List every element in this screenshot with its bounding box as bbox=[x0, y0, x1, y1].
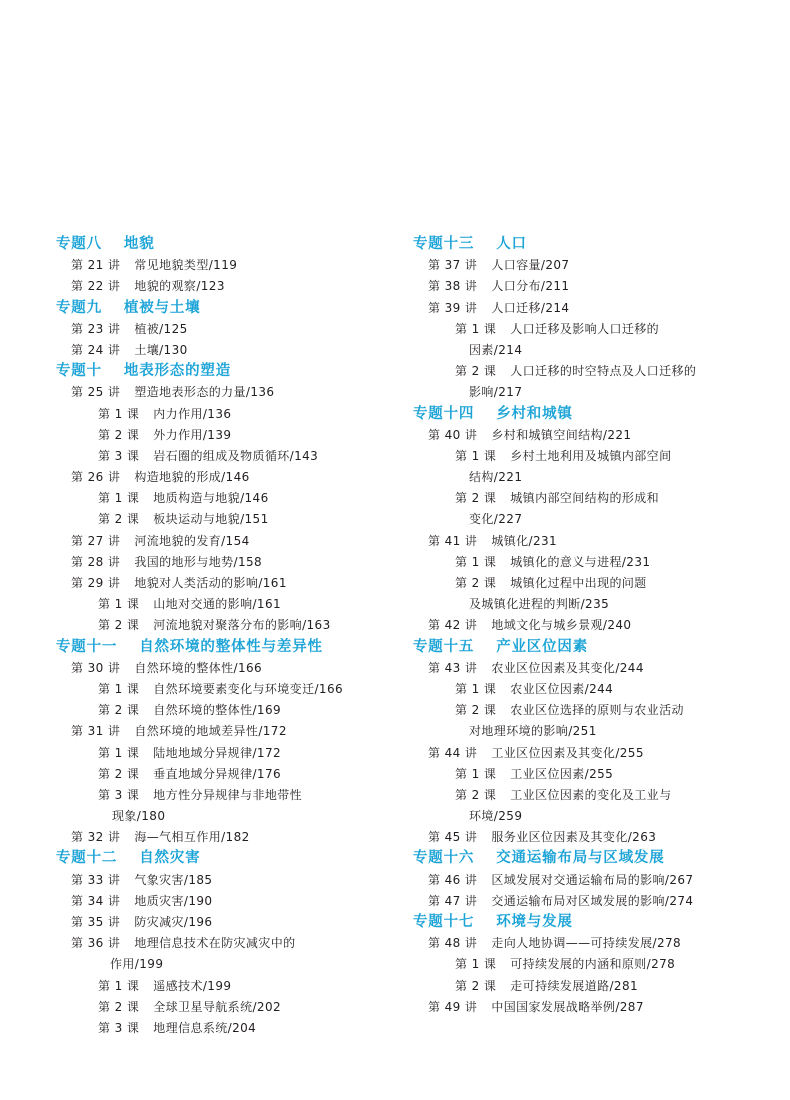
toc-entry-title: 人口 bbox=[496, 236, 527, 252]
toc-entry-title: 影响/217 bbox=[469, 385, 523, 400]
toc-entry-title: 人口迁移的时空特点及人口迁移的 bbox=[510, 364, 697, 379]
toc-entry-title: 植被与土壤 bbox=[123, 299, 201, 316]
toc-lecture-line bbox=[56, 382, 396, 403]
toc-entry-number: 第 40 讲 bbox=[428, 427, 478, 442]
toc-entry-number: 专题十五 bbox=[413, 638, 475, 655]
toc-entry-title: 构造地貌的形成/146 bbox=[134, 470, 250, 485]
toc-topic-line bbox=[413, 404, 753, 425]
toc-entry-title: 因素/214 bbox=[469, 342, 523, 357]
toc-lesson-line bbox=[413, 361, 753, 382]
toc-lesson-line bbox=[56, 976, 396, 997]
toc-entry-title: 我国的地形与地势/158 bbox=[134, 554, 263, 569]
toc-entry-title: 现象/180 bbox=[112, 809, 166, 824]
toc-entry-title: 自然环境要素变化与环境变迁/166 bbox=[153, 681, 344, 696]
toc-lecture-line bbox=[413, 743, 753, 764]
toc-entry-number: 第 3 课 bbox=[98, 448, 140, 463]
toc-entry-number: 第 1 课 bbox=[455, 448, 497, 463]
toc-entry-number: 第 48 讲 bbox=[428, 936, 478, 951]
toc-entry-number: 第 1 课 bbox=[98, 745, 140, 760]
toc-lecture-line bbox=[56, 276, 396, 297]
toc-entry-number: 第 35 讲 bbox=[71, 915, 121, 929]
toc-entry-title: 板块运动与地貌/151 bbox=[153, 512, 269, 527]
toc-lesson-line bbox=[413, 488, 753, 509]
toc-entry-number: 第 2 课 bbox=[455, 364, 497, 379]
toc-entry-title: 可持续发展的内涵和原则/278 bbox=[510, 957, 676, 972]
toc-lecture-line bbox=[413, 425, 753, 446]
toc-cont-lesson-line bbox=[413, 509, 753, 530]
toc-entry-title: 地质构造与地貌/146 bbox=[153, 491, 269, 506]
toc-lecture-line bbox=[56, 319, 396, 340]
toc-lesson-line bbox=[413, 954, 753, 975]
toc-cont-lecture-line bbox=[56, 954, 396, 975]
toc-entry-number: 第 36 讲 bbox=[71, 936, 121, 951]
toc-entry-number: 第 3 课 bbox=[98, 1020, 140, 1035]
toc-column-right bbox=[413, 234, 753, 1018]
toc-lesson-line bbox=[56, 764, 396, 785]
toc-topic-line bbox=[413, 234, 753, 255]
toc-lecture-line bbox=[56, 891, 396, 912]
toc-entry-number: 第 42 讲 bbox=[428, 618, 478, 633]
toc-entry-title: 塑造地表形态的力量/136 bbox=[134, 385, 275, 400]
toc-entry-title: 服务业区位因素及其变化/263 bbox=[491, 830, 657, 845]
toc-entry-title: 地貌的观察/123 bbox=[134, 279, 225, 294]
toc-entry-number: 第 2 课 bbox=[98, 766, 140, 781]
toc-entry-title: 自然环境的整体性与差异性 bbox=[139, 638, 323, 655]
toc-lesson-line bbox=[413, 764, 753, 785]
toc-lecture-line bbox=[56, 658, 396, 679]
toc-entry-number: 第 43 讲 bbox=[428, 660, 478, 675]
toc-entry-title: 城镇内部空间结构的形成和 bbox=[510, 491, 660, 506]
toc-entry-number: 第 25 讲 bbox=[71, 385, 121, 400]
toc-topic-line bbox=[413, 848, 753, 869]
toc-entry-title: 海—气相互作用/182 bbox=[134, 830, 250, 845]
toc-entry-title: 土壤/130 bbox=[134, 342, 188, 357]
toc-entry-title: 农业区位因素及其变化/244 bbox=[491, 660, 644, 675]
toc-entry-number: 专题十六 bbox=[413, 850, 475, 867]
toc-entry-title: 交通运输布局对区域发展的影响/274 bbox=[491, 893, 694, 908]
toc-entry-number: 第 2 课 bbox=[455, 787, 497, 802]
toc-lecture-line bbox=[413, 933, 753, 954]
toc-entry-number: 第 1 课 bbox=[455, 766, 497, 781]
toc-lecture-line bbox=[56, 933, 396, 954]
toc-entry-title: 人口迁移及影响人口迁移的 bbox=[510, 321, 660, 336]
toc-lecture-line bbox=[413, 531, 753, 552]
toc-entry-title: 农业区位选择的原则与农业活动 bbox=[510, 703, 684, 718]
toc-entry-title: 地貌对人类活动的影响/161 bbox=[134, 576, 287, 590]
toc-topic-line bbox=[56, 637, 396, 658]
toc-entry-number: 第 47 讲 bbox=[428, 893, 478, 908]
toc-entry-title: 地理信息系统/204 bbox=[153, 1020, 257, 1035]
toc-lecture-line bbox=[56, 340, 396, 361]
toc-entry-number: 第 2 课 bbox=[455, 491, 497, 506]
toc-lecture-line bbox=[413, 298, 753, 319]
toc-entry-title: 人口容量/207 bbox=[491, 258, 570, 273]
toc-lecture-line bbox=[413, 997, 753, 1018]
toc-entry-title: 人口分布/211 bbox=[491, 279, 570, 294]
toc-cont-lesson-line bbox=[56, 806, 396, 827]
toc-lesson-line bbox=[413, 319, 753, 340]
toc-lecture-line bbox=[413, 658, 753, 679]
toc-entry-title: 产业区位因素 bbox=[496, 638, 589, 655]
toc-entry-title: 外力作用/139 bbox=[153, 427, 232, 442]
toc-entry-title: 地貌 bbox=[123, 236, 155, 252]
toc-lecture-line bbox=[413, 827, 753, 848]
toc-lecture-line bbox=[56, 467, 396, 488]
toc-lesson-line bbox=[56, 743, 396, 764]
toc-entry-title: 人口迁移/214 bbox=[491, 300, 570, 315]
toc-entry-number: 第 31 讲 bbox=[71, 724, 121, 739]
toc-lesson-line bbox=[413, 785, 753, 806]
toc-entry-title: 乡村土地利用及城镇内部空间 bbox=[510, 448, 672, 463]
toc-entry-title: 城镇化/231 bbox=[491, 533, 558, 548]
toc-entry-number: 第 26 讲 bbox=[71, 470, 121, 485]
toc-entry-number: 第 34 讲 bbox=[71, 893, 121, 908]
toc-entry-title: 中国国家发展战略举例/287 bbox=[491, 999, 644, 1014]
toc-entry-number: 第 22 讲 bbox=[71, 279, 121, 294]
toc-entry-number: 第 1 课 bbox=[98, 978, 140, 993]
toc-entry-number: 专题十 bbox=[56, 363, 102, 380]
toc-lesson-line bbox=[413, 976, 753, 997]
toc-entry-number: 第 2 课 bbox=[455, 703, 497, 718]
toc-entry-title: 走可持续发展道路/281 bbox=[510, 978, 639, 993]
toc-cont-lesson-line bbox=[413, 806, 753, 827]
toc-entry-number: 第 27 讲 bbox=[71, 533, 121, 548]
toc-lesson-line bbox=[56, 446, 396, 467]
toc-entry-title: 城镇化过程中出现的问题 bbox=[510, 576, 647, 590]
toc-entry-number: 第 2 课 bbox=[98, 427, 140, 442]
toc-topic-line bbox=[413, 912, 753, 933]
toc-entry-title: 环境与发展 bbox=[496, 914, 573, 930]
toc-entry-title: 乡村和城镇空间结构/221 bbox=[491, 427, 632, 442]
toc-entry-title: 自然灾害 bbox=[139, 850, 201, 867]
toc-lesson-line bbox=[56, 679, 396, 700]
toc-entry-title: 内力作用/136 bbox=[153, 406, 232, 421]
toc-lecture-line bbox=[413, 276, 753, 297]
toc-entry-number: 第 45 讲 bbox=[428, 830, 478, 845]
toc-entry-title: 结构/221 bbox=[469, 470, 523, 485]
toc-lecture-line bbox=[56, 573, 396, 594]
toc-entry-title: 地质灾害/190 bbox=[134, 893, 213, 908]
toc-entry-title: 及城镇化进程的判断/235 bbox=[469, 597, 610, 612]
toc-entry-number: 第 2 课 bbox=[98, 703, 140, 718]
toc-entry-title: 气象灾害/185 bbox=[134, 872, 213, 887]
toc-entry-number: 第 28 讲 bbox=[71, 554, 121, 569]
toc-entry-title: 环境/259 bbox=[469, 809, 523, 824]
toc-entry-title: 植被/125 bbox=[134, 321, 188, 336]
toc-lesson-line bbox=[413, 573, 753, 594]
toc-topic-line bbox=[56, 234, 396, 255]
toc-lecture-line bbox=[413, 891, 753, 912]
toc-lesson-line bbox=[56, 594, 396, 615]
toc-topic-line bbox=[56, 361, 396, 382]
toc-lecture-line bbox=[413, 870, 753, 891]
toc-entry-number: 第 49 讲 bbox=[428, 999, 478, 1014]
toc-lecture-line bbox=[56, 721, 396, 742]
toc-entry-number: 专题十二 bbox=[56, 850, 118, 867]
toc-lecture-line bbox=[56, 827, 396, 848]
toc-entry-title: 全球卫星导航系统/202 bbox=[153, 999, 282, 1014]
toc-entry-number: 第 2 课 bbox=[98, 512, 140, 527]
toc-cont-lesson-line bbox=[413, 594, 753, 615]
toc-entry-title: 农业区位因素/244 bbox=[510, 681, 614, 696]
toc-lesson-line bbox=[413, 446, 753, 467]
toc-entry-title: 自然环境的地域差异性/172 bbox=[134, 724, 287, 739]
toc-entry-number: 专题九 bbox=[56, 299, 102, 316]
toc-lesson-line bbox=[56, 404, 396, 425]
toc-lesson-line bbox=[413, 679, 753, 700]
toc-entry-title: 交通运输布局与区域发展 bbox=[496, 850, 665, 867]
toc-entry-title: 地表形态的塑造 bbox=[123, 363, 232, 380]
toc-entry-number: 第 24 讲 bbox=[71, 342, 121, 357]
toc-lesson-line bbox=[56, 615, 396, 636]
toc-lesson-line bbox=[56, 785, 396, 806]
toc-entry-number: 第 1 课 bbox=[455, 957, 497, 972]
toc-entry-title: 河流地貌对聚落分布的影响/163 bbox=[153, 618, 331, 633]
toc-entry-number: 专题十七 bbox=[413, 914, 475, 930]
toc-entry-number: 第 2 课 bbox=[455, 576, 497, 590]
toc-entry-title: 地方性分异规律与非地带性 bbox=[153, 787, 303, 802]
toc-entry-title: 自然环境的整体性/166 bbox=[134, 660, 263, 675]
toc-lesson-line bbox=[56, 1018, 396, 1039]
toc-entry-number: 第 29 讲 bbox=[71, 576, 121, 590]
toc-entry-number: 专题十一 bbox=[56, 638, 118, 655]
toc-lecture-line bbox=[56, 870, 396, 891]
toc-entry-number: 第 30 讲 bbox=[71, 660, 121, 675]
toc-entry-title: 工业区位因素/255 bbox=[510, 766, 614, 781]
toc-lecture-line bbox=[56, 531, 396, 552]
toc-entry-number: 第 46 讲 bbox=[428, 872, 478, 887]
toc-entry-number: 第 23 讲 bbox=[71, 321, 121, 336]
toc-entry-number: 第 2 课 bbox=[98, 999, 140, 1014]
toc-entry-number: 第 1 课 bbox=[455, 321, 497, 336]
toc-entry-title: 河流地貌的发育/154 bbox=[134, 533, 250, 548]
toc-entry-title: 常见地貌类型/119 bbox=[134, 258, 238, 273]
toc-entry-title: 工业区位因素及其变化/255 bbox=[491, 745, 644, 760]
toc-cont-lesson-line bbox=[413, 467, 753, 488]
toc-cont-lesson-line bbox=[413, 340, 753, 361]
toc-entry-title: 自然环境的整体性/169 bbox=[153, 703, 282, 718]
toc-topic-line bbox=[413, 637, 753, 658]
toc-entry-title: 工业区位因素的变化及工业与 bbox=[510, 787, 672, 802]
toc-entry-number: 专题十三 bbox=[413, 236, 475, 252]
toc-entry-number: 第 1 课 bbox=[98, 681, 140, 696]
toc-lesson-line bbox=[56, 425, 396, 446]
toc-entry-title: 乡村和城镇 bbox=[496, 405, 573, 422]
toc-entry-title: 走向人地协调——可持续发展/278 bbox=[491, 936, 682, 951]
toc-entry-number: 第 1 课 bbox=[98, 491, 140, 506]
toc-entry-number: 第 3 课 bbox=[98, 787, 140, 802]
toc-lesson-line bbox=[413, 552, 753, 573]
toc-entry-title: 地域文化与城乡景观/240 bbox=[491, 618, 632, 633]
toc-entry-title: 陆地地域分异规律/172 bbox=[153, 745, 282, 760]
toc-entry-title: 防灾减灾/196 bbox=[134, 915, 213, 929]
toc-entry-number: 第 2 课 bbox=[98, 618, 140, 633]
toc-entry-number: 第 37 讲 bbox=[428, 258, 478, 273]
toc-entry-title: 地理信息技术在防灾减灾中的 bbox=[134, 936, 296, 951]
toc-entry-title: 城镇化的意义与进程/231 bbox=[510, 554, 651, 569]
toc-entry-title: 变化/227 bbox=[469, 512, 523, 527]
toc-topic-line bbox=[56, 848, 396, 869]
toc-lesson-line bbox=[56, 700, 396, 721]
toc-entry-title: 作用/199 bbox=[110, 957, 164, 972]
toc-entry-number: 第 21 讲 bbox=[71, 258, 121, 273]
toc-entry-title: 对地理环境的影响/251 bbox=[469, 724, 597, 739]
toc-entry-title: 区域发展对交通运输布局的影响/267 bbox=[491, 872, 694, 887]
toc-lecture-line bbox=[56, 255, 396, 276]
toc-lesson-line bbox=[56, 997, 396, 1018]
toc-entry-number: 第 38 讲 bbox=[428, 279, 478, 294]
toc-entry-number: 专题十四 bbox=[413, 405, 475, 422]
toc-entry-number: 专题八 bbox=[56, 236, 102, 252]
toc-lecture-line bbox=[56, 552, 396, 573]
toc-entry-number: 第 44 讲 bbox=[428, 745, 478, 760]
toc-cont-lesson-line bbox=[413, 382, 753, 403]
toc-entry-number: 第 32 讲 bbox=[71, 830, 121, 845]
toc-entry-number: 第 39 讲 bbox=[428, 300, 478, 315]
toc-cont-lesson-line bbox=[413, 721, 753, 742]
toc-entry-number: 第 1 课 bbox=[98, 406, 140, 421]
toc-entry-number: 第 1 课 bbox=[455, 681, 497, 696]
toc-entry-number: 第 2 课 bbox=[455, 978, 497, 993]
toc-lecture-line bbox=[413, 255, 753, 276]
toc-entry-title: 山地对交通的影响/161 bbox=[153, 597, 282, 612]
toc-entry-number: 第 1 课 bbox=[98, 597, 140, 612]
toc-lesson-line bbox=[413, 700, 753, 721]
toc-entry-title: 遥感技术/199 bbox=[153, 978, 232, 993]
toc-entry-title: 岩石圈的组成及物质循环/143 bbox=[153, 448, 319, 463]
toc-lesson-line bbox=[56, 488, 396, 509]
toc-entry-title: 垂直地域分异规律/176 bbox=[153, 766, 282, 781]
toc-entry-number: 第 1 课 bbox=[455, 554, 497, 569]
toc-topic-line bbox=[56, 298, 396, 319]
toc-column-left bbox=[56, 234, 396, 1039]
toc-entry-number: 第 41 讲 bbox=[428, 533, 478, 548]
toc-lecture-line bbox=[413, 615, 753, 636]
toc-lecture-line bbox=[56, 912, 396, 933]
toc-entry-number: 第 33 讲 bbox=[71, 872, 121, 887]
toc-lesson-line bbox=[56, 509, 396, 530]
